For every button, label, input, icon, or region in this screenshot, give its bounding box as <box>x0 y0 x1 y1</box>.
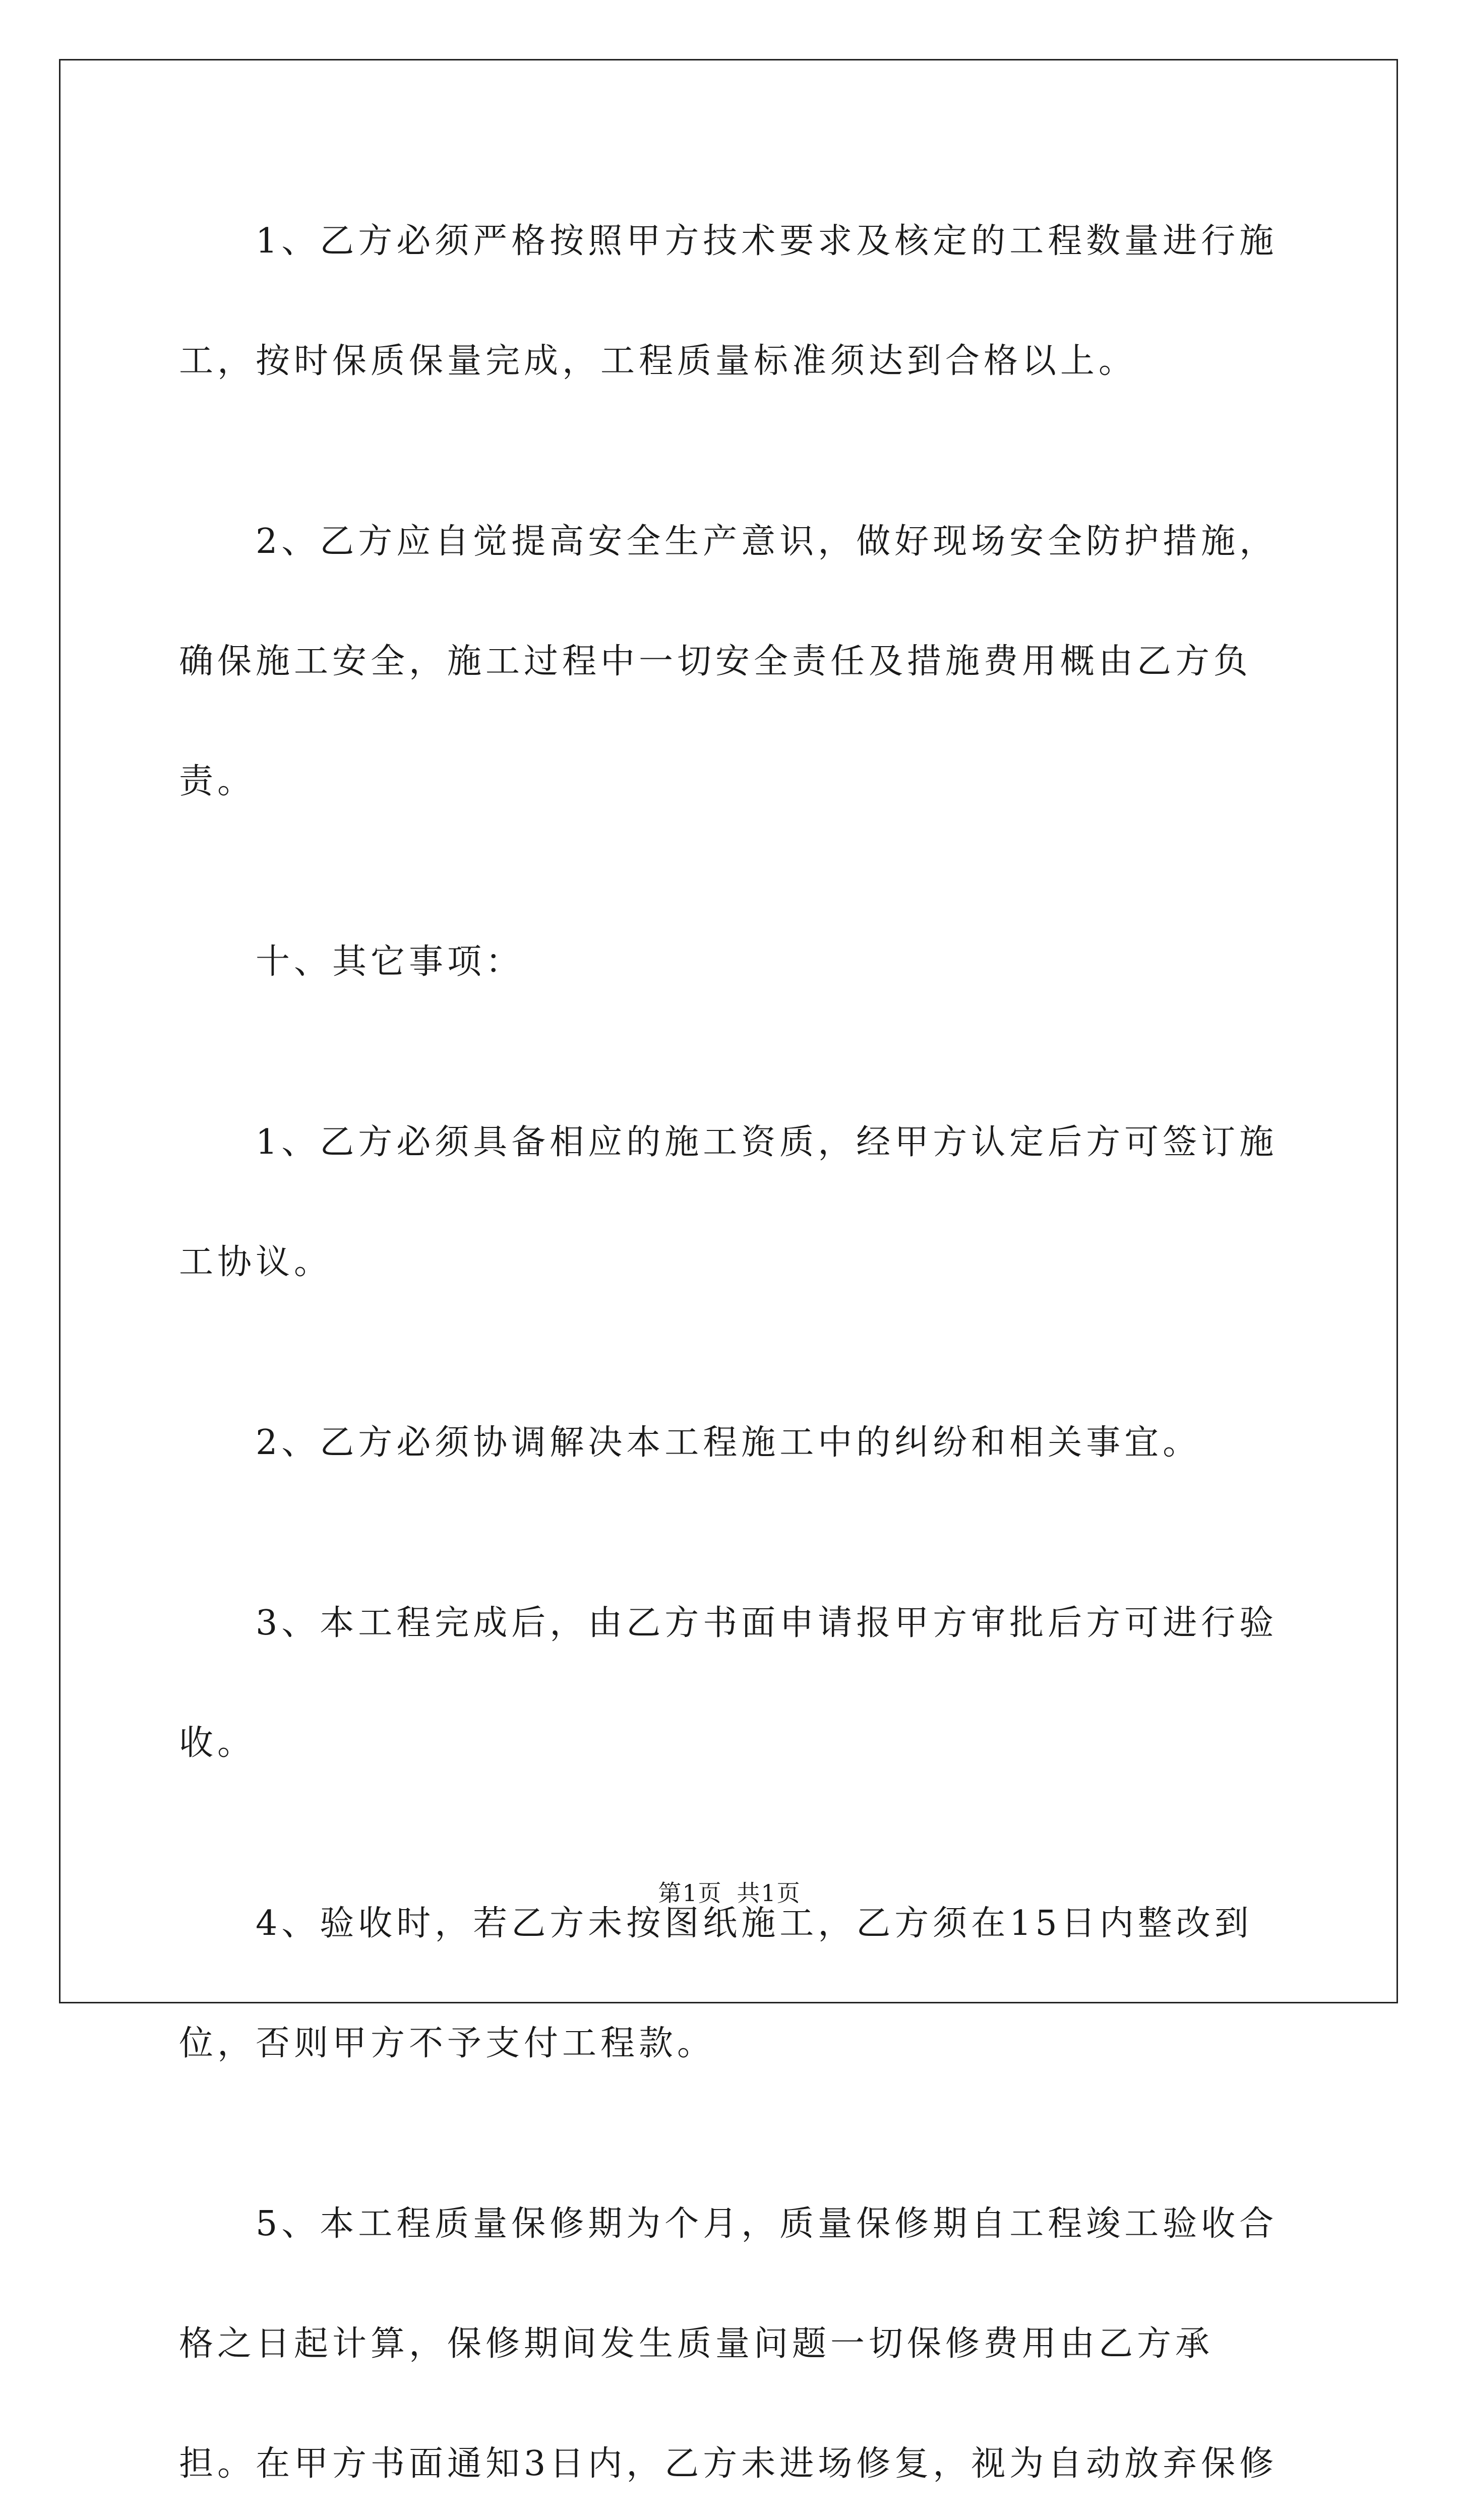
paragraph: 1、乙方必须具备相应的施工资质，经甲方认定后方可签订施工协议。 <box>179 1122 1278 1282</box>
paragraph: 3、本工程完成后，由乙方书面申请报甲方审批后方可进行验收。 <box>179 1603 1278 1763</box>
page-number: 第1页 <box>658 1879 722 1907</box>
paragraph: 5、本工程质量保修期为个月，质量保修期自工程竣工验收合格之日起计算，保修期间发生质量问题一切保修费用由乙方承担。在甲方书面通知3日内，乙方未进场修复，视为自动放弃保修 <box>179 2204 1278 2484</box>
paragraph: 1、乙方必须严格按照甲方技术要求及核定的工程数量进行施工，按时保质保量完成，工程质量标准须达到合格以上。 <box>179 221 1278 381</box>
document-body <box>179 181 1286 2520</box>
paragraph: 2、乙方必须协调解决本工程施工中的纠纷和相关事宜。 <box>256 1423 1201 1463</box>
paragraph: 2、乙方应自觉提高安全生产意识，做好现场安全防护措施，确保施工安全，施工过程中一切安全责任及措施费用概由乙方负责。 <box>179 522 1278 801</box>
section-heading: 十、其它事项： <box>256 942 524 982</box>
page-total: 共1页 <box>737 1879 801 1907</box>
paragraph: 4、验收时，若乙方未按图纸施工，乙方须在15日内整改到位，否则甲方不予支付工程款。 <box>179 1904 1253 2063</box>
page-footer <box>0 1875 1459 1908</box>
